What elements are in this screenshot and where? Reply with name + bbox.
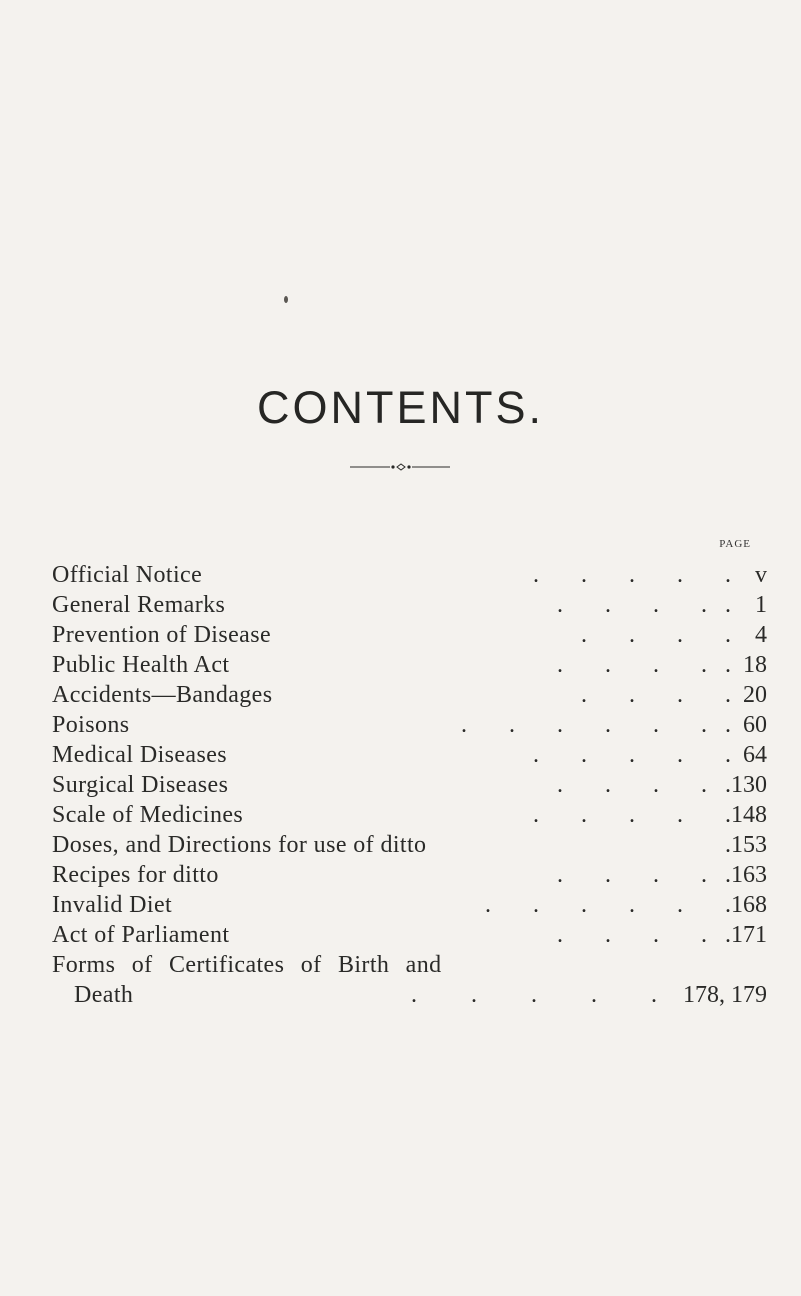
toc-entry-title: Recipes for ditto <box>52 862 219 888</box>
toc-leader-dots: . <box>725 832 731 858</box>
toc-leader-dots: . . . . . . . <box>461 712 731 738</box>
bleed-through-text <box>230 18 570 218</box>
page-column-header: PAGE <box>719 538 751 550</box>
toc-entry <box>52 830 767 860</box>
toc-leader-dots: . . . . . <box>533 742 731 768</box>
toc-entry-page: 178, 179 <box>683 982 767 1008</box>
toc-entry-title-line2: Death <box>74 982 134 1008</box>
toc-entry <box>52 800 767 830</box>
page-title: CONTENTS. <box>256 382 544 433</box>
toc-entry-page: 18 <box>743 652 767 678</box>
toc-leader-dots: . . . . . <box>411 982 657 1008</box>
divider-ornament <box>350 462 450 472</box>
toc-entry-page: 20 <box>743 682 767 708</box>
toc-entry-page: 163 <box>731 862 767 888</box>
toc-entry-title: Accidents—Bandages <box>52 682 273 708</box>
toc-entry-page: 4 <box>755 622 767 648</box>
toc-entry-page: 168 <box>731 892 767 918</box>
toc-entry-page: 130 <box>731 772 767 798</box>
ink-speck <box>284 296 288 303</box>
toc-leader-dots: . . . . . . <box>485 892 731 918</box>
toc-entry-title: Medical Diseases <box>52 742 228 768</box>
toc-entry-title: Doses, and Directions for use of ditto <box>52 832 427 858</box>
toc-entry <box>52 710 767 740</box>
toc-entry-title: Invalid Diet <box>52 892 173 918</box>
toc-entry <box>52 560 767 590</box>
toc-entry-title: Prevention of Disease <box>52 622 272 648</box>
toc-entry-title: Act of Parliament <box>52 922 230 948</box>
toc-entry <box>52 890 767 920</box>
toc-leader-dots: . . . . <box>581 682 731 708</box>
toc-entry-title-line1: Forms of Certificates of Birth and <box>52 952 442 978</box>
toc-entry-title: Official Notice <box>52 562 203 588</box>
toc-leader-dots: . . . . <box>581 622 731 648</box>
toc-leader-dots: . . . . . <box>533 802 731 828</box>
toc-leader-dots: . . . . . <box>533 562 731 588</box>
toc-entry <box>52 590 767 620</box>
toc-entry-page: v <box>755 562 767 588</box>
toc-entry <box>52 680 767 710</box>
toc-entry-page: 64 <box>743 742 767 768</box>
toc-leader-dots: . . . . . <box>557 862 731 888</box>
toc-entry-page: 1 <box>755 592 767 618</box>
toc-entry <box>52 740 767 770</box>
toc-entry-title: Surgical Diseases <box>52 772 229 798</box>
toc-entry-page: 171 <box>731 922 767 948</box>
toc-entry-page: 148 <box>731 802 767 828</box>
toc-entry-page: 153 <box>731 832 767 858</box>
toc-leader-dots: . . . . . <box>557 772 731 798</box>
table-of-contents <box>52 560 767 1010</box>
toc-entry <box>52 770 767 800</box>
toc-leader-dots: . . . . . <box>557 652 731 678</box>
toc-entry-title: General Remarks <box>52 592 226 618</box>
toc-entry <box>52 860 767 890</box>
toc-entry <box>52 920 767 950</box>
toc-entry-multiline <box>52 950 767 1010</box>
toc-entry-title: Poisons <box>52 712 130 738</box>
toc-entry-page: 60 <box>743 712 767 738</box>
toc-entry <box>52 650 767 680</box>
toc-entry-title: Public Health Act <box>52 652 230 678</box>
toc-entry <box>52 620 767 650</box>
toc-leader-dots: . . . . . <box>557 592 731 618</box>
toc-leader-dots: . . . . . <box>557 922 731 948</box>
toc-entry-title: Scale of Medicines <box>52 802 244 828</box>
